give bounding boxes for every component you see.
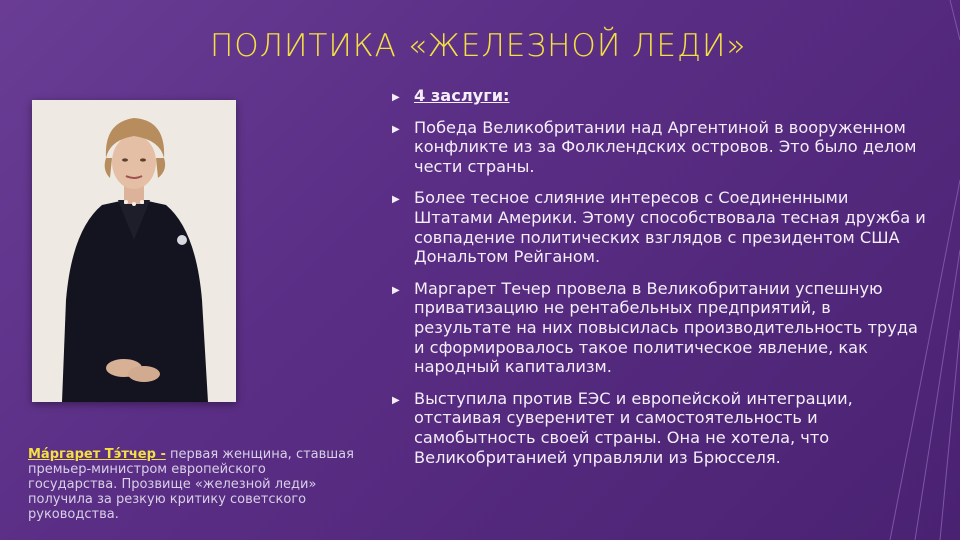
list-item: ▶ Маргарет Течер провела в Великобритании успешную приватизацию не рентабельных предприятий, в результате на них повысилась производительность труда и сформировалось такое политическое явление, как народный капитализм. [392, 278, 918, 377]
list-item: ▶ Победа Великобритании над Аргентиной в вооруженном конфликте из за Фолклендских островов. Это было делом чести страны. [392, 117, 917, 176]
caption-name: Ма́ргарет Тэ́тчер - [28, 447, 166, 462]
triangle-right-icon: ▶ [392, 394, 400, 406]
triangle-right-icon: ▶ [392, 92, 400, 103]
bullet-list [392, 86, 932, 479]
portrait-caption [28, 447, 358, 522]
caption-text: первая женщина, ставшая премьер-министром европейского государства. Прозвище «железной леди» получила за резкую критику советского руководства. [28, 447, 354, 522]
list-item: ▶ Выступила против ЕЭС и европейской интеграции, отстаивая суверенитет и самостоятельность и самобытность своей страны. Она не хотела, что Великобританией управляли из Брюсселя. [392, 388, 853, 467]
list-item: ▶ Более тесное слияние интересов с Соединенными Штатами Америки. Этому способствовала тесная дружба и совпадение политических взглядов с президентом США Дональтом Рейганом. [392, 188, 926, 267]
triangle-right-icon: ▶ [392, 194, 400, 206]
list-heading: ▶ 4 заслуги: [392, 86, 932, 106]
triangle-right-icon: ▶ [392, 284, 400, 296]
slide-title: ПОЛИТИКА «ЖЕЛЕЗНОЙ ЛЕДИ» [210, 28, 747, 64]
triangle-right-icon: ▶ [392, 123, 400, 135]
portrait-photo [32, 100, 236, 402]
